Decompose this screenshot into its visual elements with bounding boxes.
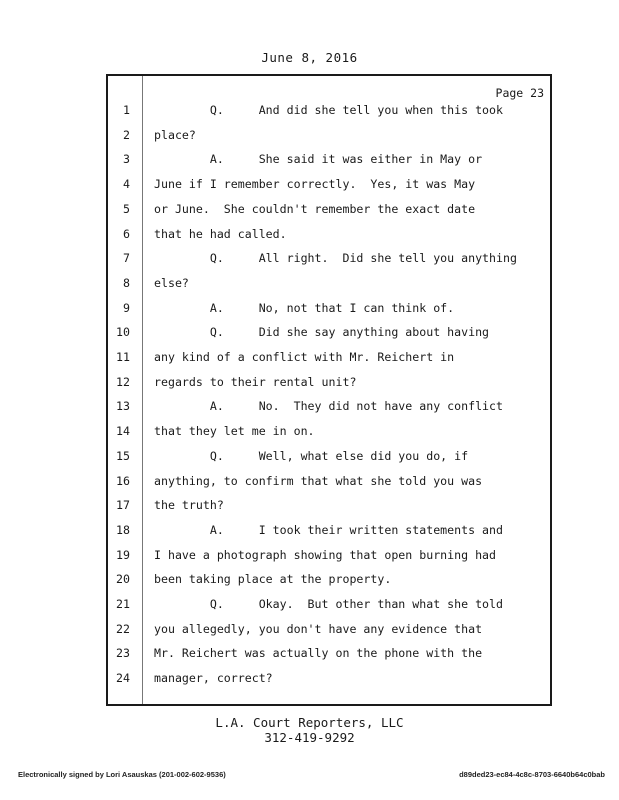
electronic-signature: Electronically signed by Lori Asauskas (201-002-602-9536)	[18, 770, 226, 779]
transcript-line	[108, 597, 550, 622]
transcript-line	[108, 103, 550, 128]
transcript-page	[106, 74, 552, 706]
line-text: manager, correct?	[154, 671, 273, 686]
transcript-line	[108, 301, 550, 326]
transcript-line	[108, 424, 550, 449]
reporter-phone: 312-419-9292	[264, 730, 355, 745]
line-text: Mr. Reichert was actually on the phone with the	[154, 646, 483, 661]
line-text: you allegedly, you don't have any evidence that	[154, 621, 483, 636]
line-text: the truth?	[154, 498, 224, 513]
transcript-line	[108, 523, 550, 548]
line-number: 21	[116, 597, 130, 611]
line-number: 23	[116, 646, 130, 661]
line-text: A. She said it was either in May or	[154, 152, 483, 167]
line-number: 22	[116, 621, 130, 636]
transcript-line	[108, 399, 550, 424]
transcript-line	[108, 572, 550, 597]
line-number: 5	[123, 201, 130, 216]
transcript-line	[108, 128, 550, 153]
line-number: 8	[123, 275, 130, 290]
line-number: 13	[116, 399, 130, 414]
line-text: A. I took their written statements and	[154, 522, 504, 537]
line-number: 9	[123, 300, 130, 315]
line-number: 6	[123, 226, 130, 241]
line-text: Q. All right. Did she tell you anything	[154, 251, 517, 266]
reporter-footer	[0, 715, 619, 745]
line-text: else?	[154, 275, 189, 290]
transcript-line	[108, 276, 550, 301]
line-number: 1	[123, 103, 130, 117]
line-number: 3	[123, 152, 130, 167]
line-text: Q. Okay. But other than what she told	[154, 597, 504, 611]
line-number: 14	[116, 424, 130, 439]
line-number: 11	[116, 350, 130, 364]
line-number: 4	[123, 177, 130, 192]
transcript-line	[108, 622, 550, 647]
transcript-line	[108, 548, 550, 573]
page-number: Page 23	[495, 86, 544, 100]
line-text: anything, to confirm that what she told you was	[154, 473, 483, 488]
line-text: Q. And did she tell you when this took	[154, 103, 504, 117]
document-date: June 8, 2016	[261, 50, 358, 65]
line-number: 20	[116, 572, 130, 587]
transcript-line	[108, 474, 550, 499]
transcript-line	[108, 449, 550, 474]
line-text: that he had called.	[154, 226, 287, 241]
line-number: 17	[116, 498, 130, 513]
line-text: A. No, not that I can think of.	[154, 300, 455, 315]
line-text: regards to their rental unit?	[154, 374, 357, 389]
line-text: that they let me in on.	[154, 424, 315, 439]
line-text: A. No. They did not have any conflict	[154, 399, 504, 414]
document-id: d89ded23-ec84-4c8c-8703-6640b64c0bab	[459, 770, 605, 779]
transcript-line	[108, 202, 550, 227]
transcript-line	[108, 350, 550, 375]
transcript-line	[108, 251, 550, 276]
line-text: I have a photograph showing that open burning had	[154, 547, 497, 562]
transcript-line	[108, 646, 550, 671]
transcript-line	[108, 325, 550, 350]
line-number: 10	[116, 325, 130, 340]
transcript-line	[108, 498, 550, 523]
line-text: June if I remember correctly. Yes, it was May	[154, 177, 476, 192]
line-number: 24	[116, 671, 130, 686]
line-text: Q. Well, what else did you do, if	[154, 448, 469, 463]
line-number: 16	[116, 473, 130, 488]
line-text: been taking place at the property.	[154, 572, 392, 587]
transcript-line	[108, 177, 550, 202]
line-text: Q. Did she say anything about having	[154, 325, 490, 340]
line-number: 7	[123, 251, 130, 266]
transcript-line	[108, 152, 550, 177]
line-number: 19	[116, 547, 130, 562]
line-text: any kind of a conflict with Mr. Reichert in	[154, 350, 455, 364]
line-number: 15	[116, 448, 130, 463]
transcript-line	[108, 671, 550, 696]
transcript-line	[108, 375, 550, 400]
line-text: or June. She couldn't remember the exact date	[154, 201, 476, 216]
line-number: 12	[116, 374, 130, 389]
line-number: 18	[116, 522, 130, 537]
line-number: 2	[123, 127, 130, 142]
reporter-company: L.A. Court Reporters, LLC	[215, 715, 404, 730]
line-text: place?	[154, 127, 196, 142]
transcript-line	[108, 227, 550, 252]
